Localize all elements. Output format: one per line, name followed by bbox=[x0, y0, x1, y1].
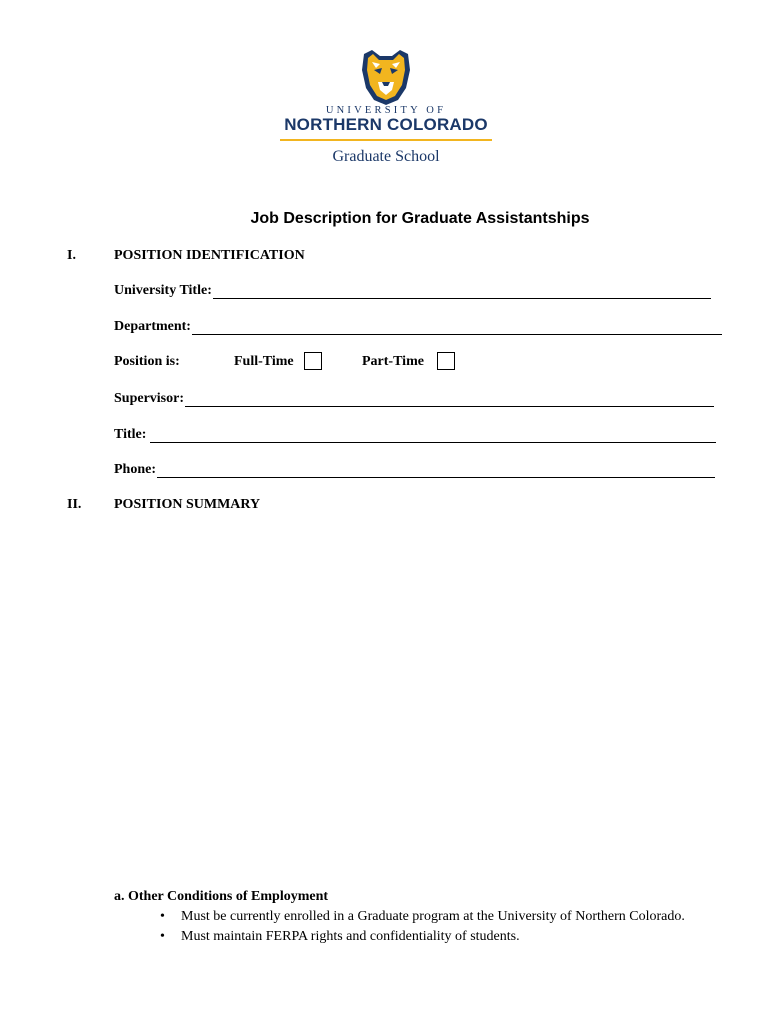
condition-text: Must be currently enrolled in a Graduate program at the University of Northern Colorado. bbox=[181, 909, 685, 924]
full-time-label: Full-Time bbox=[234, 354, 294, 369]
title-label: Title: bbox=[114, 427, 147, 442]
position-type-row bbox=[114, 352, 514, 374]
bullet-icon: • bbox=[160, 909, 165, 924]
list-item bbox=[160, 907, 685, 927]
full-time-checkbox[interactable] bbox=[304, 352, 322, 370]
phone-input-line[interactable] bbox=[157, 463, 715, 478]
list-item bbox=[160, 927, 685, 947]
university-title-label: University Title: bbox=[114, 283, 212, 298]
section-1-heading: POSITION IDENTIFICATION bbox=[114, 248, 305, 263]
supervisor-field bbox=[114, 391, 714, 407]
logo-university-of: UNIVERSITY OF bbox=[325, 105, 447, 116]
logo-gold-rule bbox=[280, 139, 492, 141]
document-title: Job Description for Graduate Assistantships bbox=[250, 210, 590, 227]
bear-mascot-icon bbox=[358, 48, 414, 106]
supervisor-input-line[interactable] bbox=[185, 392, 714, 407]
supervisor-label: Supervisor: bbox=[114, 391, 184, 406]
university-title-input-line[interactable] bbox=[213, 284, 711, 299]
department-field bbox=[114, 319, 722, 335]
section-2-number: II. bbox=[67, 497, 82, 512]
title-field bbox=[114, 427, 716, 443]
logo-graduate-school: Graduate School bbox=[332, 148, 440, 165]
university-logo bbox=[278, 48, 494, 172]
bullet-icon: • bbox=[160, 929, 165, 944]
position-is-label: Position is: bbox=[114, 354, 180, 369]
title-input-line[interactable] bbox=[150, 428, 716, 443]
section-2-heading: POSITION SUMMARY bbox=[114, 497, 261, 512]
conditions-heading bbox=[114, 889, 328, 905]
part-time-checkbox[interactable] bbox=[437, 352, 455, 370]
phone-field bbox=[114, 462, 715, 478]
department-input-line[interactable] bbox=[192, 320, 722, 335]
conditions-list bbox=[160, 907, 685, 947]
phone-label: Phone: bbox=[114, 462, 156, 477]
logo-northern-colorado: NORTHERN COLORADO bbox=[284, 115, 488, 134]
department-label: Department: bbox=[114, 319, 191, 334]
part-time-label: Part-Time bbox=[362, 354, 424, 369]
university-title-field bbox=[114, 283, 711, 299]
section-1-number: I. bbox=[67, 248, 76, 263]
condition-text: Must maintain FERPA rights and confidentiality of students. bbox=[181, 929, 520, 944]
conditions-heading-text: a. Other Conditions of Employment bbox=[114, 889, 329, 904]
